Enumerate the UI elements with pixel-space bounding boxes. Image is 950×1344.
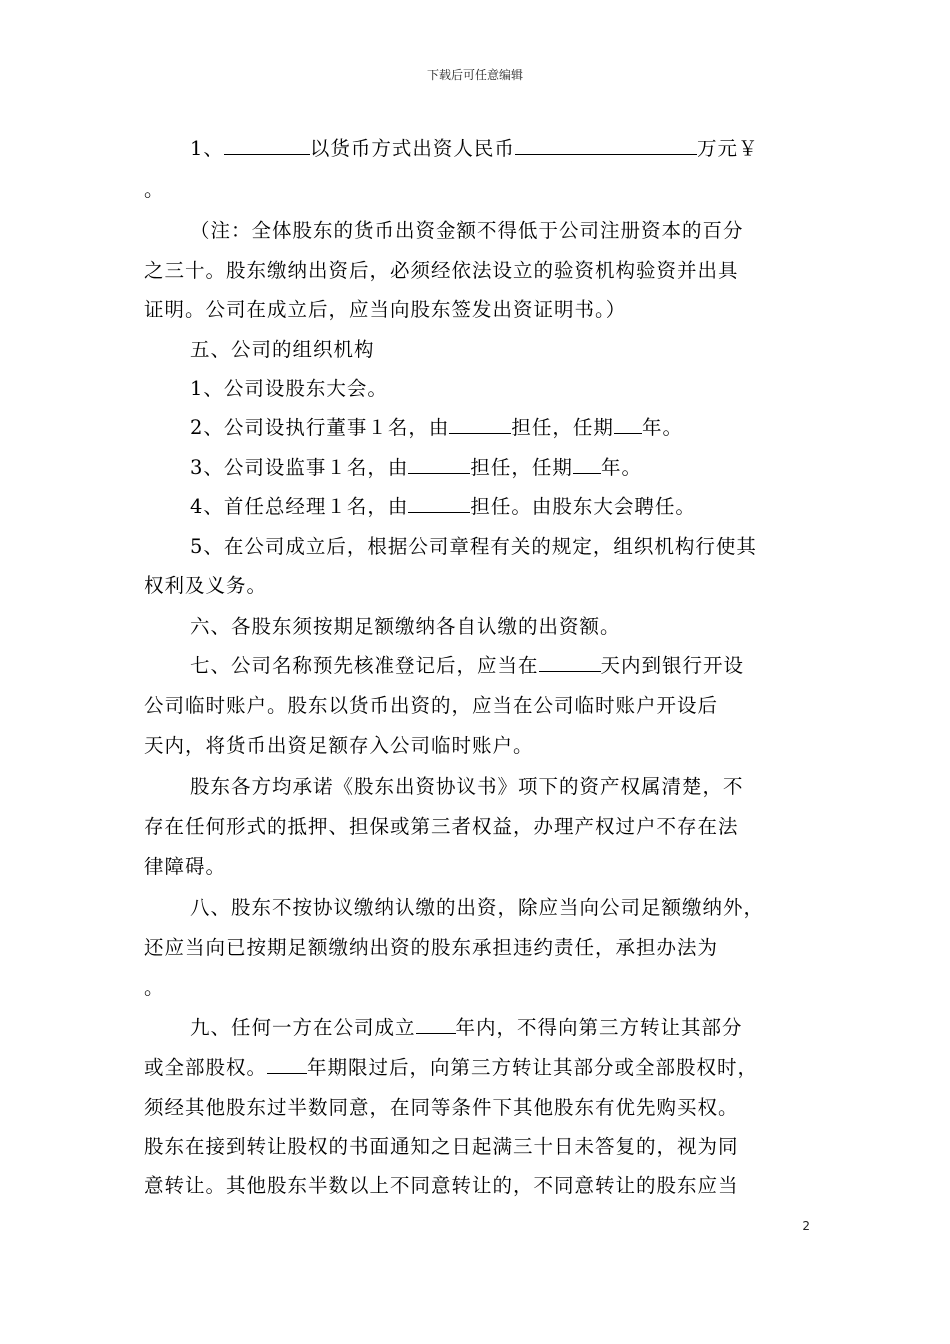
clause-text: 担任。由股东大会聘任。: [470, 495, 696, 518]
clause-text: 天内到银行开设: [600, 654, 745, 677]
page-number: 2: [802, 1219, 810, 1233]
clause-line: [190, 653, 824, 679]
section-heading: 五、公司的组织机构: [190, 338, 375, 361]
clause-line: 存在任何形式的抵押、担保或第三者权益，办理产权过户不存在法: [144, 815, 739, 838]
section-heading: 八、股东不按协议缴纳认缴的出资，除应当向公司足额缴纳外，: [190, 896, 765, 919]
clause-text: 担任，任期: [470, 456, 573, 479]
clause-line: [144, 1055, 824, 1081]
clause-text: 七、公司名称预先核准登记后，应当在: [190, 654, 539, 677]
clause-line: 意转让。其他股东半数以上不同意转让的，不同意转让的股东应当: [144, 1174, 739, 1197]
blank-field: [408, 455, 470, 474]
clause-line: 律障碍。: [144, 855, 227, 878]
blank-field: [449, 415, 511, 434]
clause-line: 公司临时账户。股东以货币出资的，应当在公司临时账户开设后: [144, 694, 719, 717]
clause-text: 年。: [641, 416, 683, 439]
clause-text: 年内，不得向第三方转让其部分: [455, 1016, 743, 1039]
clause-line: 。: [144, 976, 165, 999]
blank-field: [408, 494, 470, 513]
blank-field: [573, 455, 601, 474]
clause-line: 股东在接到转让股权的书面通知之日起满三十日未答复的，视为同: [144, 1135, 739, 1158]
clause-text: 九、任何一方在公司成立: [190, 1016, 416, 1039]
clause-text: 以货币方式出资人民币: [309, 137, 515, 160]
clause-line: 之三十。股东缴纳出资后，必须经依法设立的验资机构验资并出具: [144, 259, 739, 282]
clause-line: 。: [144, 178, 165, 201]
clause-line: 股东各方均承诺《股东出资协议书》项下的资产权属清楚，不: [190, 775, 744, 798]
clause-line: [190, 415, 824, 441]
section-heading: 六、各股东须按期足额缴纳各自认缴的出资额。: [190, 615, 621, 638]
clause-line: [190, 455, 824, 481]
clause-text: 2、公司设执行董事１名，由: [190, 416, 450, 439]
clause-text: 1、: [190, 137, 224, 160]
clause-line: 权利及义务。: [144, 574, 268, 597]
clause-text: 3、公司设监事１名，由: [190, 456, 409, 479]
blank-field: [267, 1055, 307, 1074]
clause-text: 4、首任总经理１名，由: [190, 495, 409, 518]
clause-line: （注：全体股东的货币出资金额不得低于公司注册资本的百分: [190, 219, 744, 242]
blank-field: [224, 136, 310, 155]
clause-line: [190, 494, 824, 520]
clause-line: 天内，将货币出资足额存入公司临时账户。: [144, 734, 534, 757]
blank-field: [515, 136, 697, 155]
clause-text: 年。: [600, 456, 642, 479]
clause-line: 还应当向已按期足额缴纳出资的股东承担违约责任，承担办法为: [144, 936, 719, 959]
blank-field: [539, 653, 601, 672]
clause-text: 担任，任期: [511, 416, 614, 439]
clause-text: 或全部股权。: [144, 1056, 268, 1079]
section-heading: [190, 1015, 824, 1041]
clause-line: 5、在公司成立后，根据公司章程有关的规定，组织机构行使其: [190, 535, 757, 558]
blank-field: [416, 1015, 456, 1034]
page-header: 下载后可任意编辑: [426, 68, 523, 82]
clause-line: 须经其他股东过半数同意，在同等条件下其他股东有优先购买权。: [144, 1096, 739, 1119]
clause-text: 万元￥: [696, 137, 759, 160]
clause-text: 年期限过后，向第三方转让其部分或全部股权时，: [307, 1056, 759, 1079]
clause-line: 证明。公司在成立后，应当向股东签发出资证明书。）: [144, 298, 627, 321]
clause-line: [190, 136, 824, 162]
blank-field: [614, 415, 642, 434]
clause-line: 1、公司设股东大会。: [190, 377, 388, 400]
